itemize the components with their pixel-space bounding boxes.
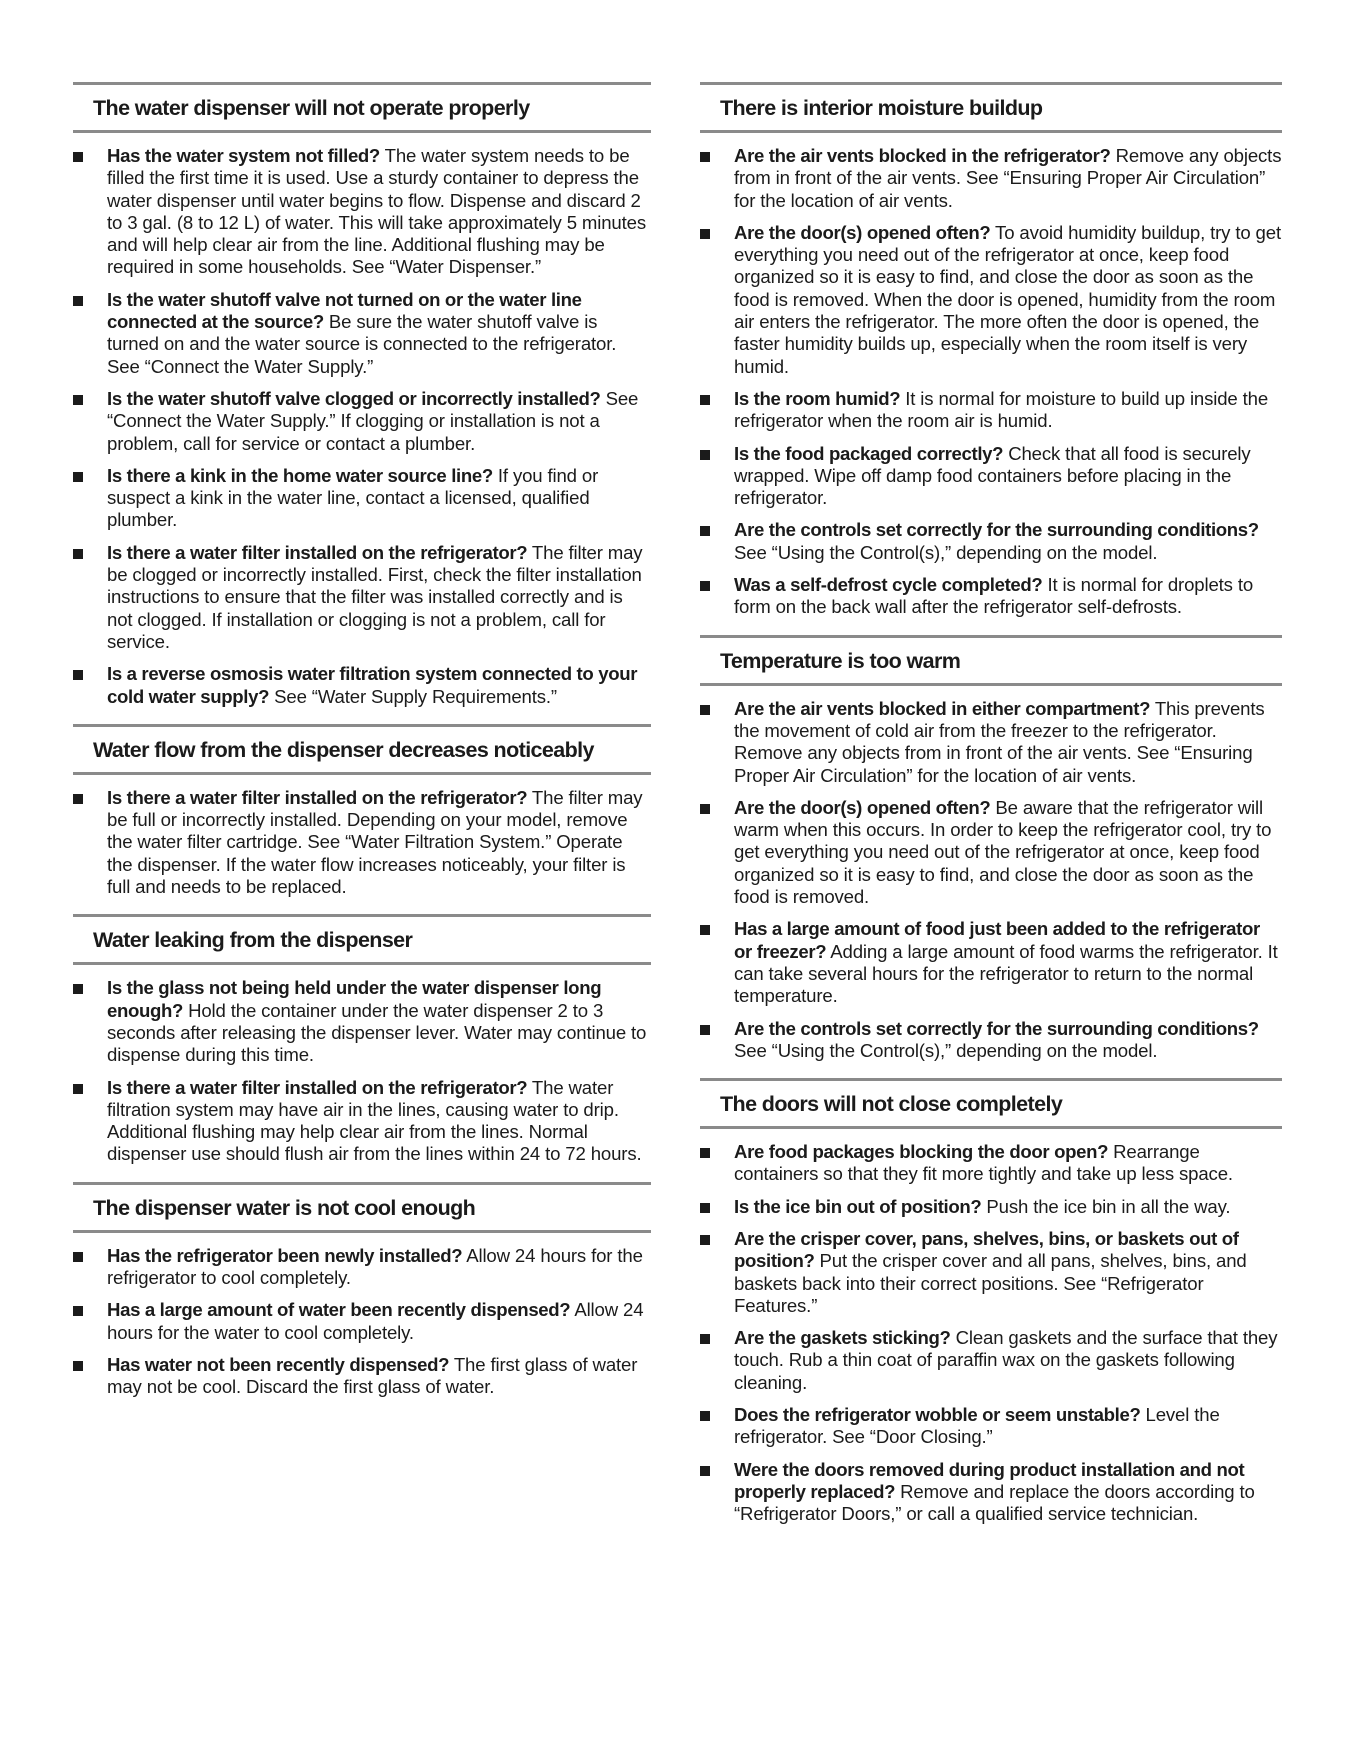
bullet-icon bbox=[700, 705, 710, 715]
list-item bbox=[73, 289, 651, 378]
bullet-icon bbox=[700, 1411, 710, 1421]
answer: Remove any objects from in front of the air vents. See “Ensuring Proper Air Circulation” for the location of air vents. bbox=[734, 145, 1282, 211]
answer: Check that all food is securely wrapped. Wipe off damp food containers before placing in the refrigerator. bbox=[734, 442, 1251, 509]
list-item bbox=[73, 1245, 651, 1290]
list-item bbox=[700, 519, 1282, 564]
bullet-icon bbox=[73, 794, 83, 804]
question: Is the room humid? bbox=[734, 387, 901, 409]
section-heading: Water leaking from the dispenser bbox=[73, 914, 651, 965]
section-water-leaking bbox=[73, 914, 651, 1165]
list-item bbox=[73, 465, 651, 532]
list-item bbox=[700, 797, 1282, 908]
answer: See “Using the Control(s),” depending on the model. bbox=[734, 541, 1158, 563]
section-moisture-buildup bbox=[700, 82, 1282, 619]
question: Is there a water filter installed on the refrigerator? bbox=[107, 1076, 528, 1098]
answer: See “Using the Control(s),” depending on the model. bbox=[734, 1039, 1158, 1061]
list-item bbox=[700, 1404, 1282, 1449]
bullet-icon bbox=[700, 1334, 710, 1344]
answer: Be aware that the refrigerator will warm when this occurs. In order to keep the refrigerator cool, try to get everything you need out of the refrigerator at once, keep food organized so it is easy to find, and close the door as soon as the food is removed. bbox=[734, 796, 1272, 908]
question: Has water not been recently dispensed? bbox=[107, 1353, 450, 1375]
question: Are the air vents blocked in either compartment? bbox=[734, 697, 1151, 719]
question: Has a large amount of food just been added to the refrigerator or freezer? bbox=[734, 918, 1260, 962]
list-item bbox=[73, 145, 651, 279]
bullet-icon bbox=[700, 1203, 710, 1213]
list-item bbox=[700, 574, 1282, 619]
left-column bbox=[73, 82, 651, 1414]
list-item bbox=[700, 918, 1282, 1007]
right-column bbox=[700, 82, 1282, 1542]
question: Were the doors removed during product installation and not properly replaced? bbox=[734, 1458, 1245, 1502]
question: Is the ice bin out of position? bbox=[734, 1195, 982, 1217]
bullet-icon bbox=[73, 549, 83, 559]
answer: The water filtration system may have air in the lines, causing water to drip. Additional flushing may help clear air from the lines. Normal dispenser use should flush air from the lines within 24 to 72 hours. bbox=[107, 1076, 642, 1165]
bullet-icon bbox=[73, 1252, 83, 1262]
answer: See “Water Supply Requirements.” bbox=[274, 685, 557, 707]
answer: If you find or suspect a kink in the water line, contact a licensed, qualified plumber. bbox=[107, 464, 599, 531]
bullet-icon bbox=[73, 296, 83, 306]
question: Is the glass not being held under the water dispenser long enough? bbox=[107, 977, 602, 1021]
list-item bbox=[700, 1018, 1282, 1063]
list-item bbox=[73, 977, 651, 1066]
list-item bbox=[700, 145, 1282, 212]
question: Is a reverse osmosis water filtration system connected to your cold water supply? bbox=[107, 663, 638, 707]
question: Are the controls set correctly for the surrounding conditions? bbox=[734, 519, 1259, 541]
bullet-icon bbox=[700, 1025, 710, 1035]
answer: The filter may be clogged or incorrectly installed. First, check the filter installation instructions to ensure that the filter was installed correctly and is not clogged. If installation or clogging is not a problem, call for service. bbox=[107, 541, 643, 652]
list-item bbox=[700, 222, 1282, 378]
list-item bbox=[700, 443, 1282, 510]
bullet-icon bbox=[700, 152, 710, 162]
question: Is there a water filter installed on the refrigerator? bbox=[107, 541, 528, 563]
list-item bbox=[700, 388, 1282, 433]
list-item bbox=[73, 388, 651, 455]
bullet-icon bbox=[700, 1235, 710, 1245]
answer: Allow 24 hours for the water to cool completely. bbox=[107, 1299, 644, 1343]
answer: Adding a large amount of food warms the refrigerator. It can take several hours for the refrigerator to return to the normal temperature. bbox=[734, 940, 1278, 1007]
question: Is the water shutoff valve not turned on or the water line connected at the source? bbox=[107, 288, 582, 333]
bullet-icon bbox=[73, 1361, 83, 1371]
answer: The filter may be full or incorrectly installed. Depending on your model, remove the water filter cartridge. See “Water Filtration System.” Operate the dispenser. If the water flow increases noticeably, your filter is full and needs to be replaced. bbox=[107, 786, 643, 898]
list-item bbox=[73, 1299, 651, 1344]
bullet-icon bbox=[700, 925, 710, 935]
section-heading: There is interior moisture buildup bbox=[700, 82, 1282, 133]
list-item bbox=[700, 1141, 1282, 1186]
answer: Push the ice bin in all the way. bbox=[986, 1195, 1231, 1217]
question: Is the water shutoff valve clogged or incorrectly installed? bbox=[107, 387, 601, 409]
question: Are the door(s) opened often? bbox=[734, 796, 991, 818]
answer: Clean gaskets and the surface that they touch. Rub a thin coat of paraffin wax on the gaskets following cleaning. bbox=[734, 1327, 1278, 1393]
question: Is there a water filter installed on the refrigerator? bbox=[107, 786, 528, 808]
answer: To avoid humidity buildup, try to get everything you need out of the refrigerator at once, keep food organized so it is easy to find, and close the door as soon as the food is removed. When the door is opened, humidity from the room air enters the refrigerator. The more often the door is opened, the faster humidity builds up, especially when the room itself is very humid. bbox=[734, 221, 1281, 377]
answer: Put the crisper cover and all pans, shelves, bins, and baskets back into their correct positions. See “Refrigerator Features.” bbox=[734, 1250, 1247, 1316]
answer: Remove and replace the doors according to “Refrigerator Doors,” or call a qualified service technician. bbox=[734, 1480, 1255, 1525]
question: Does the refrigerator wobble or seem unstable? bbox=[734, 1404, 1141, 1426]
section-heading: The water dispenser will not operate properly bbox=[73, 82, 651, 133]
question: Is the food packaged correctly? bbox=[734, 442, 1004, 464]
bullet-icon bbox=[73, 984, 83, 994]
list-item bbox=[700, 1459, 1282, 1526]
list-item bbox=[700, 1196, 1282, 1218]
section-dispenser-not-operating bbox=[73, 82, 651, 708]
answer: It is normal for droplets to form on the back wall after the refrigerator self-defrosts. bbox=[734, 574, 1254, 618]
bullet-icon bbox=[700, 395, 710, 405]
bullet-icon bbox=[73, 472, 83, 482]
list-item bbox=[73, 1354, 651, 1399]
bullet-icon bbox=[73, 1306, 83, 1316]
answer: The first glass of water may not be cool. Discard the first glass of water. bbox=[107, 1353, 638, 1398]
bullet-icon bbox=[700, 526, 710, 536]
answer: Allow 24 hours for the refrigerator to cool completely. bbox=[107, 1244, 643, 1288]
list-item bbox=[73, 1077, 651, 1166]
answer: The water system needs to be filled the first time it is used. Use a sturdy container to depress the water dispenser until water begins to flow. Dispense and discard 2 to 3 gal. (8 to 12 L) of water. This will take approximately 5 minutes and will help clear air from the line. Additional flushing may be required in some households. See “Water Dispenser.” bbox=[107, 145, 646, 278]
question: Are the controls set correctly for the surrounding conditions? bbox=[734, 1017, 1259, 1039]
section-water-not-cool bbox=[73, 1182, 651, 1399]
bullet-icon bbox=[73, 152, 83, 162]
answer: See “Connect the Water Supply.” If clogging or installation is not a problem, call for service or contact a plumber. bbox=[107, 387, 639, 454]
answer: Rearrange containers so that they fit more tightly and take up less space. bbox=[734, 1141, 1233, 1185]
question: Are the crisper cover, pans, shelves, bins, or baskets out of position? bbox=[734, 1227, 1239, 1272]
bullet-icon bbox=[700, 229, 710, 239]
list-item bbox=[73, 787, 651, 898]
list-item bbox=[73, 542, 651, 653]
question: Was a self-defrost cycle completed? bbox=[734, 574, 1043, 596]
answer: Level the refrigerator. See “Door Closing.” bbox=[734, 1404, 1220, 1448]
list-item bbox=[700, 1228, 1282, 1317]
answer: This prevents the movement of cold air from the freezer to the refrigerator. Remove any objects from in front of the air vents. See “Ensuring Proper Air Circulation” for the location of air vents. bbox=[734, 697, 1265, 786]
question: Are the door(s) opened often? bbox=[734, 221, 991, 243]
bullet-icon bbox=[700, 450, 710, 460]
section-heading: The doors will not close completely bbox=[700, 1078, 1282, 1129]
section-water-flow-decreases bbox=[73, 724, 651, 898]
list-item bbox=[700, 1327, 1282, 1394]
bullet-icon bbox=[700, 1466, 710, 1476]
question: Are the gaskets sticking? bbox=[734, 1327, 951, 1349]
question: Are food packages blocking the door open? bbox=[734, 1141, 1109, 1163]
question: Is there a kink in the home water source line? bbox=[107, 464, 493, 486]
bullet-icon bbox=[73, 670, 83, 680]
question: Has a large amount of water been recently dispensed? bbox=[107, 1299, 571, 1321]
list-item bbox=[700, 698, 1282, 787]
answer: It is normal for moisture to build up inside the refrigerator when the room air is humid. bbox=[734, 387, 1269, 432]
section-doors-not-closing bbox=[700, 1078, 1282, 1525]
section-heading: Temperature is too warm bbox=[700, 635, 1282, 686]
bullet-icon bbox=[700, 804, 710, 814]
section-heading: The dispenser water is not cool enough bbox=[73, 1182, 651, 1233]
section-heading: Water flow from the dispenser decreases noticeably bbox=[73, 724, 651, 775]
question: Has the refrigerator been newly installed? bbox=[107, 1244, 463, 1266]
answer: Be sure the water shutoff valve is turned on and the water source is connected to the refrigerator. See “Connect the Water Supply.” bbox=[107, 311, 617, 377]
bullet-icon bbox=[700, 581, 710, 591]
question: Are the air vents blocked in the refrigerator? bbox=[734, 145, 1111, 166]
list-item bbox=[73, 663, 651, 708]
answer: Hold the container under the water dispenser 2 to 3 seconds after releasing the dispenser lever. Water may continue to dispense during this time. bbox=[107, 999, 647, 1066]
question: Has the water system not filled? bbox=[107, 145, 380, 166]
bullet-icon bbox=[73, 1084, 83, 1094]
bullet-icon bbox=[700, 1148, 710, 1158]
bullet-icon bbox=[73, 395, 83, 405]
section-temperature-too-warm bbox=[700, 635, 1282, 1062]
